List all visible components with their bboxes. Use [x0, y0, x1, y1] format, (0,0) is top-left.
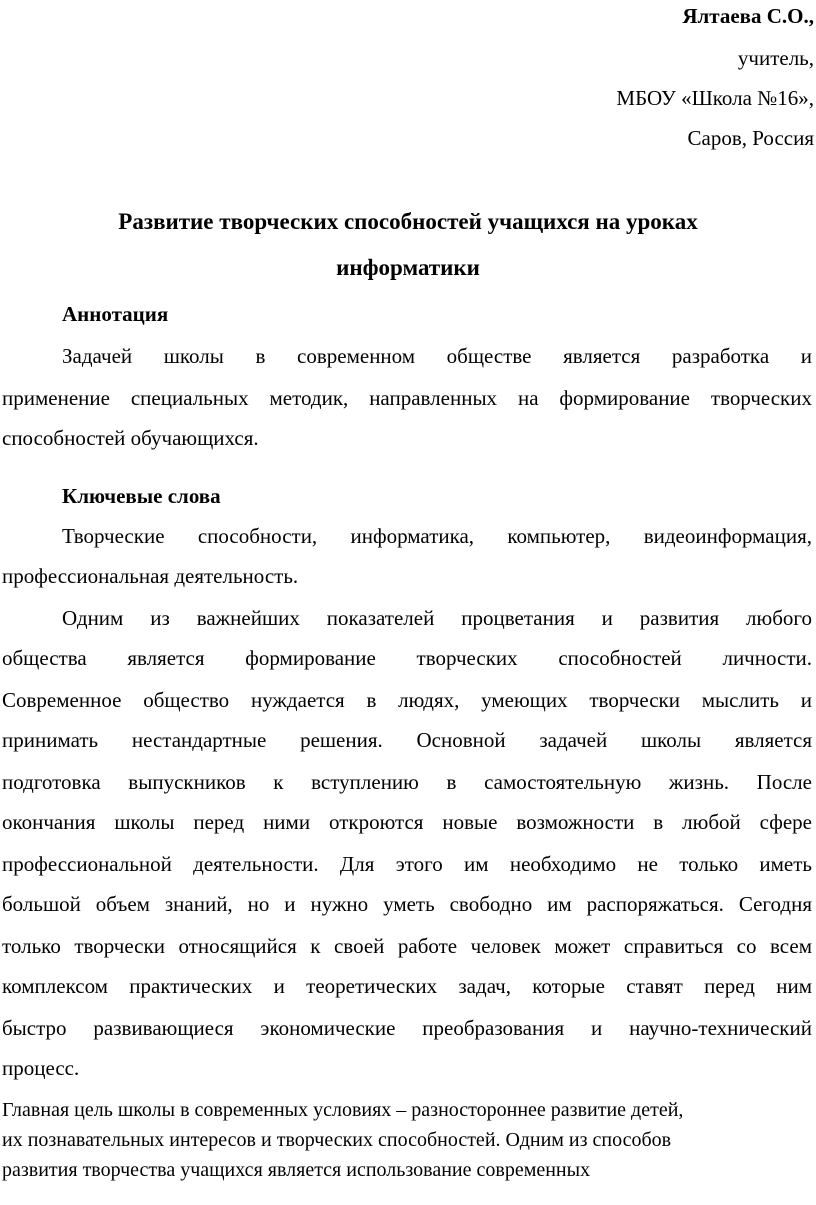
body-line: Одним из важнейших показателей процветания и развития любого: [62, 606, 812, 630]
author-school: МБОУ «Школа №16»,: [616, 86, 814, 110]
body-line: комплексом практических и теоретических задач, которые ставят перед ним: [2, 974, 812, 998]
body-line: быстро развивающиеся экономические преобразования и научно-технический: [2, 1016, 812, 1040]
annotation-line: применение специальных методик, направленных на формирование творческих: [2, 386, 812, 410]
tail-line: Главная цель школы в современных условиях – разностороннее развитие детей,: [2, 1099, 684, 1121]
body-line: подготовка выпускников к вступлению в самостоятельную жизнь. После: [2, 770, 812, 794]
document-title-line-1: Развитие творческих способностей учащихся на уроках: [118, 209, 698, 234]
body-line: окончания школы перед ними откроются новые возможности в любой сфере: [2, 810, 812, 834]
body-line: общества является формирование творческих способностей личности.: [2, 646, 812, 670]
keywords-line: Творческие способности, информатика, компьютер, видеоинформация,: [62, 524, 812, 548]
document-title-line-2: информатики: [336, 255, 480, 280]
annotation-line: способностей обучающихся.: [2, 426, 259, 450]
body-line: процесс.: [2, 1056, 80, 1080]
annotation-line: Задачей школы в современном обществе является разработка и: [62, 344, 812, 368]
tail-line: их познавательных интересов и творческих способностей. Одним из способов: [2, 1129, 672, 1151]
body-line: профессиональной деятельности. Для этого им необходимо не только иметь: [2, 852, 812, 876]
body-line: Современное общество нуждается в людях, умеющих творчески мыслить и: [2, 688, 812, 712]
keywords-line: профессиональная деятельность.: [2, 564, 299, 588]
body-line: принимать нестандартные решения. Основной задачей школы является: [2, 728, 812, 752]
keywords-heading: Ключевые слова: [62, 484, 221, 508]
author-city: Саров, Россия: [687, 126, 814, 150]
body-line: большой объем знаний, но и нужно уметь свободно им распоряжаться. Сегодня: [2, 892, 812, 916]
body-line: только творчески относящийся к своей работе человек может справиться со всем: [2, 934, 812, 958]
annotation-heading: Аннотация: [62, 302, 169, 326]
author-name: Ялтаева С.О.,: [682, 4, 814, 28]
author-position: учитель,: [737, 46, 814, 70]
tail-line: развития творчества учащихся является использование современных: [2, 1159, 591, 1181]
